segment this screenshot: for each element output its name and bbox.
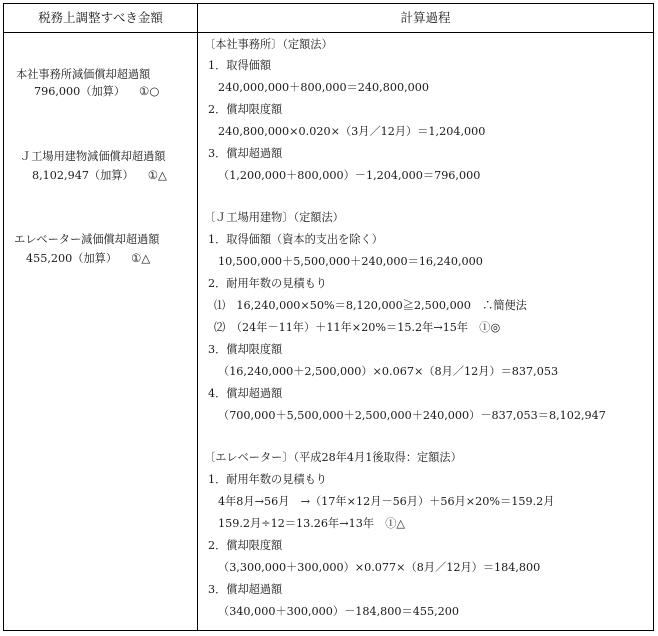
calc-line: 4．償却超過額 — [208, 387, 283, 400]
item-name-honsha: 本社事務所減価償却超過額 — [16, 68, 151, 81]
header-adjustment-amount: 税務上調整すべき金額 — [38, 10, 163, 25]
calc-line: 240,800,000×0.020×（3月／12月）＝1,204,000 — [218, 125, 486, 138]
item-amount-honsha: 796,000（加算） ①○ — [34, 84, 160, 98]
header-calculation-process: 計算過程 — [400, 10, 451, 25]
calc-line: 1．取得価額（資本的支出を除く） — [208, 233, 383, 246]
section-title-j-factory: 〔Ｊ工場用建物〕（定額法） — [204, 211, 344, 224]
calculation-table — [3, 3, 654, 631]
item-name-elevator: エレベーター減価償却超過額 — [14, 233, 160, 246]
section-title-honsha: 〔本社事務所〕（定額法） — [204, 38, 333, 51]
calc-line: （700,000＋5,500,000＋2,500,000＋240,000）－837,053＝8,102,947 — [218, 409, 606, 422]
calc-line: 3．償却超過額 — [208, 583, 283, 596]
calc-line: 2．耐用年数の見積もり — [208, 277, 327, 290]
calc-line: 159.2月÷12＝13.26年→13年 ①△ — [218, 517, 406, 530]
calc-line: ⑵ （24年－11年）＋11年×20%＝15.2年→15年 ①◎ — [214, 321, 501, 334]
score-mark: ①○ — [139, 84, 160, 98]
calc-line: （16,240,000＋2,500,000）×0.067×（8月／12月）＝837,053 — [218, 365, 559, 378]
item-amount-elevator: 455,200（加算） ①△ — [26, 251, 151, 265]
item-name-j-factory: Ｊ工場用建物減価償却超過額 — [20, 150, 166, 163]
score-mark: ①△ — [131, 251, 151, 265]
section-title-elevator: 〔エレベーター〕（平成28年4月1後取得：定額法） — [204, 451, 462, 464]
calc-line: 240,000,000＋800,000＝240,800,000 — [218, 81, 429, 94]
calc-line: 4年8月→56月 →（17年×12月－56月）＋56月×20%＝159.2月 — [218, 495, 555, 508]
calc-line: （1,200,000＋800,000）－1,204,000＝796,000 — [218, 169, 481, 182]
calc-line: 10,500,000＋5,500,000＋240,000＝16,240,000 — [218, 255, 483, 268]
calc-line: 2．償却限度額 — [208, 539, 283, 552]
calc-line: 3．償却超過額 — [208, 147, 283, 160]
header-divider — [4, 32, 653, 33]
column-divider — [197, 4, 198, 630]
calc-line: 1．耐用年数の見積もり — [208, 473, 327, 486]
calc-line: 3．償却限度額 — [208, 343, 283, 356]
calc-line: （340,000＋300,000）－184,800＝455,200 — [218, 605, 459, 618]
score-mark: ①△ — [147, 168, 167, 182]
calc-line: ⑴ 16,240,000×50%＝8,120,000≧2,500,000 ∴簡便法 — [214, 299, 527, 312]
item-amount-j-factory: 8,102,947（加算） ①△ — [32, 168, 167, 182]
calc-line: 2．償却限度額 — [208, 103, 283, 116]
calc-line: 1．取得価額 — [208, 59, 272, 72]
calc-line: （3,300,000＋300,000）×0.077×（8月／12月）＝184,800 — [218, 561, 541, 574]
